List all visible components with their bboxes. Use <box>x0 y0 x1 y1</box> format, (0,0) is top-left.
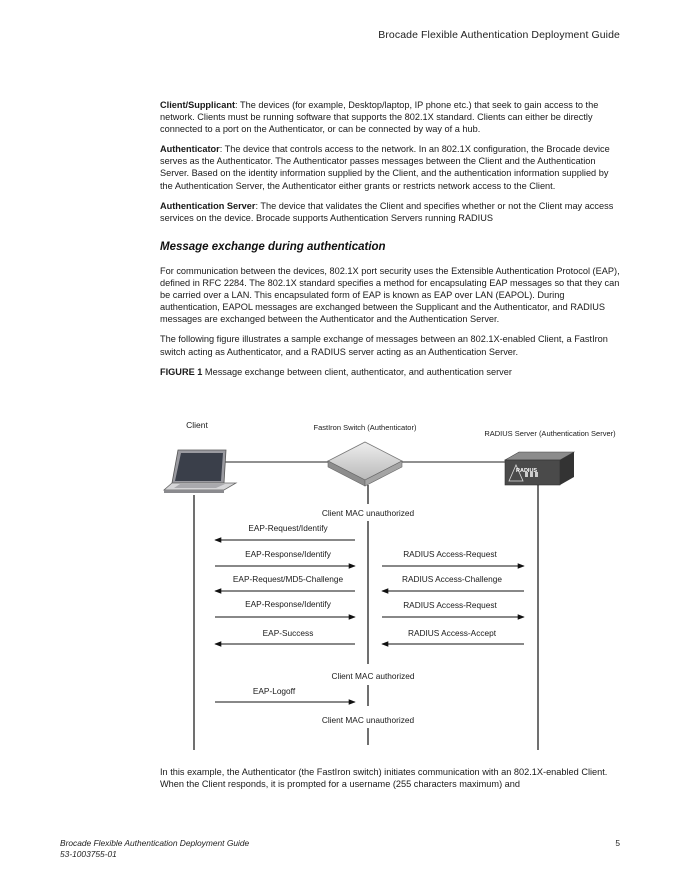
switch-icon <box>328 442 402 486</box>
section-paragraph-1: For communication between the devices, 802.1X port security uses the Extensible Authentication Protocol (EAP), defined in RFC 2284. The 802.1X standard specifies a method for encapsulating EAP messages so that they can be carried over a LAN. This encapsulated form of EAP is known as EAP over LAN (EAPOL). During authentication, EAPOL messages are exchanged between the Supplicant and the Authenticator, and RADIUS messages are exchanged between the Authenticator and the Authentication Server. <box>160 265 620 325</box>
footer-page-number: 5 <box>615 838 620 848</box>
footer-left <box>60 838 249 860</box>
laptop-icon <box>164 450 236 493</box>
client-label: Client <box>186 420 208 430</box>
definition-authenticator-text: : The device that controls access to the network. In an 802.1X configuration, the Brocade device serves as the Authenticator. The Authenticator passes messages between the Client and the Authentication Server. Based on the identity information supplied by the Client, and the authentication information supplied by the Authentication Server, the Authenticator either grants or restricts network access to the Client. <box>160 144 610 191</box>
msg-eap-md5-challenge-label: EAP-Request/MD5-Challenge <box>232 574 344 584</box>
definition-client <box>160 99 622 135</box>
msg-eap-logoff-label: EAP-Logoff <box>252 686 296 696</box>
definition-authenticator <box>160 143 622 191</box>
definition-client-text: : The devices (for example, Desktop/laptop, IP phone etc.) that seek to gain access to the network. Clients must be running software that supports the 802.1X standard. Clients can either be directly connected to a port on the Authenticator, or can be connected by way of a hub. <box>160 100 599 135</box>
msg-radius-access-challenge-label: RADIUS Access-Challenge <box>401 574 503 584</box>
server-badge: RADIUS <box>516 468 538 474</box>
msg-radius-access-accept-label: RADIUS Access-Accept <box>407 628 497 638</box>
term-authenticator: Authenticator <box>160 144 220 155</box>
state-unauthorized-1: Client MAC unauthorized <box>321 508 415 518</box>
msg-radius-access-request-2-label: RADIUS Access-Request <box>403 600 497 610</box>
message-exchange-diagram <box>150 415 630 760</box>
msg-eap-success-label: EAP-Success <box>262 628 314 638</box>
figure-caption-text: Message exchange between client, authenticator, and authentication server <box>202 366 512 377</box>
term-auth-server: Authentication Server <box>160 200 256 211</box>
radius-server-icon <box>505 452 574 485</box>
body-content <box>160 99 622 386</box>
definition-auth-server <box>160 200 622 224</box>
definition-auth-server-text: : The device that validates the Client and specifies whether or not the Client may access services on the device. Brocade supports Authentication Servers running RADIUS <box>160 200 614 223</box>
msg-radius-access-request-label: RADIUS Access-Request <box>403 549 497 559</box>
server-label: RADIUS Server (Authentication Server) <box>484 429 616 438</box>
footer-guide-title: Brocade Flexible Authentication Deployment Guide <box>60 838 250 848</box>
section-heading: Message exchange during authentication <box>160 240 386 253</box>
switch-label: FastIron Switch (Authenticator) <box>313 423 417 432</box>
msg-eap-request-identify-label: EAP-Request/Identify <box>248 523 328 533</box>
msg-eap-response-identify-2-label: EAP-Response/Identify <box>245 599 331 609</box>
section-paragraph-2: The following figure illustrates a sample exchange of messages between an 802.1X-enabled Client, a FastIron switch acting as Authenticator, and a RADIUS server acting as an Authentication Server. <box>160 334 608 357</box>
state-unauthorized-2: Client MAC unauthorized <box>321 715 415 725</box>
figure-caption <box>160 366 622 378</box>
after-figure-paragraph: In this example, the Authenticator (the FastIron switch) initiates communication with an 802.1X-enabled Client. When the Client responds, it is prompted for a username (255 characters maximum) and <box>160 767 608 790</box>
running-header: Brocade Flexible Authentication Deployment Guide <box>378 29 620 41</box>
term-client: Client/Supplicant <box>160 100 236 110</box>
figure-label: FIGURE 1 <box>160 366 203 377</box>
msg-eap-response-identify-label: EAP-Response/Identify <box>245 549 331 559</box>
footer-doc-number: 53-1003755-01 <box>60 849 117 859</box>
state-authorized: Client MAC authorized <box>331 671 415 681</box>
